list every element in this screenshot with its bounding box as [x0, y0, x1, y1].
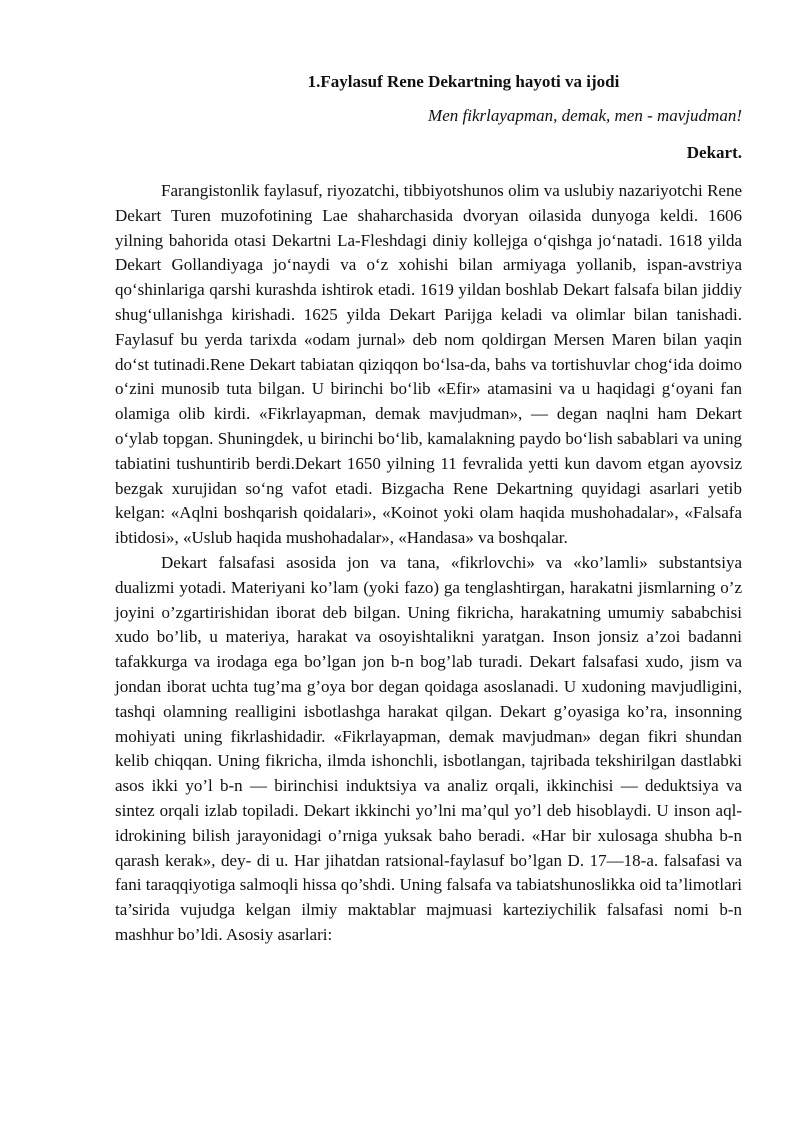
epigraph-quote: Men fikrlayapman, demak, men - mavjudman!	[428, 106, 742, 125]
body-paragraph-biography: Farangistonlik faylasuf, riyozatchi, tibbiyotshunos olim va uslubiy nazariyotchi Rene Dekart Turen muzofotining Lae shaharchasida dvoryan oilasida dunyoga keldi. 1606 yilning bahorida otasi Dekartni La-Fleshdagi diniy kollejga o‘qishga jo‘natadi. 1618 yilda Dekart Gollandiyaga jo‘naydi va o‘z xohishi bilan armiyaga yollanib, ispan-avstriya qo‘shinlariga qarshi kurashda ishtirok etadi. 1619 yildan boshlab Dekart falsafa bilan jiddiy shug‘ullanishga kirishadi. 1625 yilda Dekart Parijga keladi va olimlar bilan tanishadi. Faylasuf bu yerda tarixda «odam jurnal» deb nom qoldirgan Mersen Maren bilan yaqin do‘st tutinadi.Rene Dekart tabiatan qiziqqon bo‘lsa-da, bahs va tortishuvlar chog‘ida doimo o‘zini munosib tuta bilgan. U birinchi bo‘lib «Efir» atamasini va u haqidagi g‘oyani fan olamiga olib kirdi. «Fikrlayapman, demak mavjudman», — degan naqlni ham Dekart o‘ylab topgan. Shuningdek, u birinchi bo‘lib, kamalakning paydo bo‘lish sabablari va uning tabiatini tushuntirib berdi.Dekart 1650 yilning 11 fevralida yetti kun davom etgan ayovsiz bezgak xurujidan so‘ng vafot etadi. Bizgacha Rene Dekartning quyidagi asarlari yetib kelgan: «Aqlni boshqarish qoidalari», «Koinot yoki olam haqida mushohadalar», «Falsafa ibtidosi», «Uslub haqida mushohadalar», «Handasa» va boshqalar.	[115, 181, 742, 548]
page-title: 1.Faylasuf Rene Dekartning hayoti va ijodi	[307, 72, 620, 91]
body-paragraph-philosophy: Dekart falsafasi asosida jon va tana, «fikrlovchi» va «ko’lamli» substantsiya dualizmi yotadi. Materiyani ko’lam (yoki fazo) ga tenglashtirgan, harakatni jismlarning o’z joyini o’zgartirishidan iborat deb bilgan. Uning fikricha, harakatning umumiy sababchisi xudo bo’lib, u materiya, harakat va osoyishtalikni yaratgan. Inson jonsiz a’zoi badanni tafakkurga va irodaga ega bo’lgan jon b-n bog’lab turadi. Dekart falsafasi xudo, jism va jondan iborat uchta tug’ma g’oya bor degan qoidaga asoslanadi. U xudoning mavjudligini, tashqi olamning realligini isbotlashga harakat qilgan. Dekart g’oyasiga ko’ra, insonning mohiyati uning fikrlashidadir. «Fikrlayapman, demak mavjudman» degan fikri shundan kelib chiqqan. Uning fikricha, ilmda ishonchli, isbotlangan, tajribada tekshirilgan dastlabki asos ikki yo’l b-n — birinchisi induktsiya va analiz orqali, ikkinchisi — deduktsiya va sintez orqali izlab topiladi. Dekart ikkinchi yo’lni ma’qul yo’l deb hisoblaydi. U inson aql-idrokining bilish jarayonidagi o’rniga yuksak baho beradi. «Har bir xulosaga shubha b-n qarash kerak», dey- di u. Har jihatdan ratsional-faylasuf bo’lgan D. 17—18-a. falsafasi va fani taraqqiyotiga salmoqli hissa qo’shdi. Uning falsafa va tabiatshunoslikka oid ta’limotlari ta’sirida vujudga kelgan ilmiy maktablar majmuasi karteziychilik falsafasi nomi b-n mashhur bo’ldi. Asosiy asarlari:	[115, 552, 742, 944]
document-page	[115, 70, 742, 948]
epigraph-author: Dekart.	[686, 143, 742, 162]
